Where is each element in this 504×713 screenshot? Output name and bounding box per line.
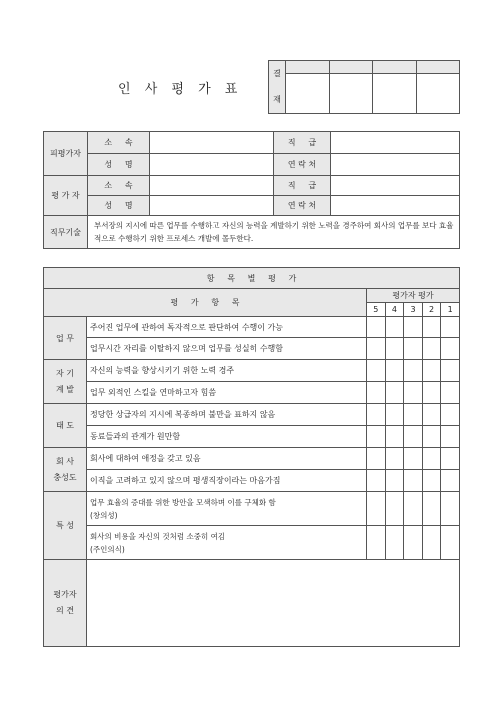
score-cell[interactable]: [367, 448, 386, 470]
category-trait: 특 성: [44, 492, 87, 560]
item-text: 회사에 대하여 애정을 갖고 있음: [87, 448, 367, 470]
score-cell[interactable]: [367, 404, 386, 426]
item-text: 동료들과의 관계가 원만함: [87, 426, 367, 448]
dept-label: 소 속: [88, 132, 150, 154]
eval-score-header: 평가자 평가: [367, 289, 460, 303]
name-label: 성 명: [88, 154, 150, 176]
approval-slot-3[interactable]: [373, 61, 417, 74]
score-cell[interactable]: [385, 404, 404, 426]
rank-label: 직 급: [274, 132, 331, 154]
approval-sign-3[interactable]: [373, 74, 417, 114]
job-description-label: 직무기술: [44, 216, 88, 249]
score-cell[interactable]: [441, 492, 460, 526]
category-loyalty: 회 사 충성도: [44, 448, 87, 492]
score-cell[interactable]: [367, 426, 386, 448]
item-text: 정당한 상급자의 지시에 복종하며 불만을 표하지 않음: [87, 404, 367, 426]
category-work: 업 무: [44, 317, 87, 360]
opinion-field[interactable]: [87, 560, 460, 647]
score-cell[interactable]: [367, 317, 386, 338]
item-text: 업무시간 자리를 이탈하지 않으며 업무를 성실히 수행함: [87, 338, 367, 360]
score-cell[interactable]: [422, 526, 441, 560]
item-text: 주어진 업무에 관하여 독자적으로 판단하여 수행이 가능: [87, 317, 367, 338]
item-text: 업무 외적인 스킬을 연마하고자 힘씀: [87, 382, 367, 404]
score-cell[interactable]: [385, 426, 404, 448]
score-cell[interactable]: [422, 360, 441, 382]
score-cell[interactable]: [404, 360, 423, 382]
score-cell[interactable]: [367, 382, 386, 404]
eval-items-header: 평 가 항 목: [44, 289, 367, 317]
score-cell[interactable]: [422, 448, 441, 470]
score-cell[interactable]: [441, 404, 460, 426]
score-cell[interactable]: [385, 317, 404, 338]
score-cell[interactable]: [422, 382, 441, 404]
evaluator-dept-field[interactable]: [150, 176, 274, 196]
evaluator-label: 평 가 자: [44, 176, 88, 216]
item-text: 업무 효율의 증대를 위한 방안을 모색하며 이를 구체화 함 (창의성): [87, 492, 367, 526]
score-cell[interactable]: [367, 360, 386, 382]
score-2: 2: [422, 303, 441, 317]
item-text: 회사의 비용을 자신의 것처럼 소중히 여김 (주인의식): [87, 526, 367, 560]
score-4: 4: [385, 303, 404, 317]
approval-slot-4[interactable]: [416, 61, 460, 74]
contact-label: 연 락 처: [274, 154, 331, 176]
approval-slot-1[interactable]: [286, 61, 330, 74]
name-label-2: 성 명: [88, 196, 150, 216]
score-cell[interactable]: [441, 426, 460, 448]
score-cell[interactable]: [422, 492, 441, 526]
score-cell[interactable]: [404, 448, 423, 470]
eval-header: 항 목 별 평 가: [44, 268, 460, 289]
evaluation-table: [43, 267, 460, 647]
score-cell[interactable]: [404, 526, 423, 560]
score-cell[interactable]: [441, 448, 460, 470]
score-cell[interactable]: [385, 492, 404, 526]
score-cell[interactable]: [385, 448, 404, 470]
score-cell[interactable]: [367, 492, 386, 526]
score-cell[interactable]: [441, 360, 460, 382]
score-cell[interactable]: [404, 492, 423, 526]
score-cell[interactable]: [404, 338, 423, 360]
score-cell[interactable]: [422, 338, 441, 360]
score-cell[interactable]: [422, 404, 441, 426]
approval-slot-2[interactable]: [329, 61, 373, 74]
score-cell[interactable]: [404, 317, 423, 338]
approval-sign-2[interactable]: [329, 74, 373, 114]
score-cell[interactable]: [385, 360, 404, 382]
evaluatee-label: 피평가자: [44, 132, 88, 176]
approval-sign-4[interactable]: [416, 74, 460, 114]
opinion-label: 평가자 의 견: [44, 560, 87, 647]
item-text: 자신의 능력을 향상시키기 위한 노력 경주: [87, 360, 367, 382]
evaluatee-rank-field[interactable]: [331, 132, 460, 154]
score-3: 3: [404, 303, 423, 317]
score-cell[interactable]: [441, 470, 460, 492]
evaluatee-contact-field[interactable]: [331, 154, 460, 176]
evaluator-contact-field[interactable]: [331, 196, 460, 216]
contact-label-2: 연 락 처: [274, 196, 331, 216]
score-cell[interactable]: [422, 470, 441, 492]
score-cell[interactable]: [404, 382, 423, 404]
score-cell[interactable]: [441, 526, 460, 560]
score-cell[interactable]: [441, 338, 460, 360]
job-description-text: 부서장의 지시에 따른 업무를 수행하고 자신의 능력을 계발하기 위한 노력을 경주하여 회사의 업무를 보다 효율적으로 수행하기 위한 프로세스 개발에 몰두한다.: [88, 216, 460, 249]
evaluator-name-field[interactable]: [150, 196, 274, 216]
approval-label: 결 재: [269, 61, 286, 114]
score-cell[interactable]: [367, 470, 386, 492]
evaluatee-dept-field[interactable]: [150, 132, 274, 154]
evaluator-rank-field[interactable]: [331, 176, 460, 196]
score-cell[interactable]: [404, 404, 423, 426]
evaluatee-name-field[interactable]: [150, 154, 274, 176]
dept-label-2: 소 속: [88, 176, 150, 196]
score-cell[interactable]: [441, 317, 460, 338]
score-cell[interactable]: [422, 426, 441, 448]
score-cell[interactable]: [404, 470, 423, 492]
score-cell[interactable]: [422, 317, 441, 338]
approval-table: [268, 60, 460, 114]
category-attitude: 태 도: [44, 404, 87, 448]
approval-sign-1[interactable]: [286, 74, 330, 114]
score-1: 1: [441, 303, 460, 317]
score-cell[interactable]: [385, 382, 404, 404]
score-cell[interactable]: [385, 470, 404, 492]
score-cell[interactable]: [367, 338, 386, 360]
item-text: 이직을 고려하고 있지 않으며 평생직장이라는 마음가짐: [87, 470, 367, 492]
score-5: 5: [367, 303, 386, 317]
page-title: 인 사 평 가 표: [118, 82, 243, 97]
rank-label-2: 직 급: [274, 176, 331, 196]
score-cell[interactable]: [385, 526, 404, 560]
score-cell[interactable]: [367, 526, 386, 560]
score-cell[interactable]: [441, 382, 460, 404]
info-table: [43, 131, 460, 249]
score-cell[interactable]: [404, 426, 423, 448]
category-self-development: 자 기 계 발: [44, 360, 87, 404]
score-cell[interactable]: [385, 338, 404, 360]
